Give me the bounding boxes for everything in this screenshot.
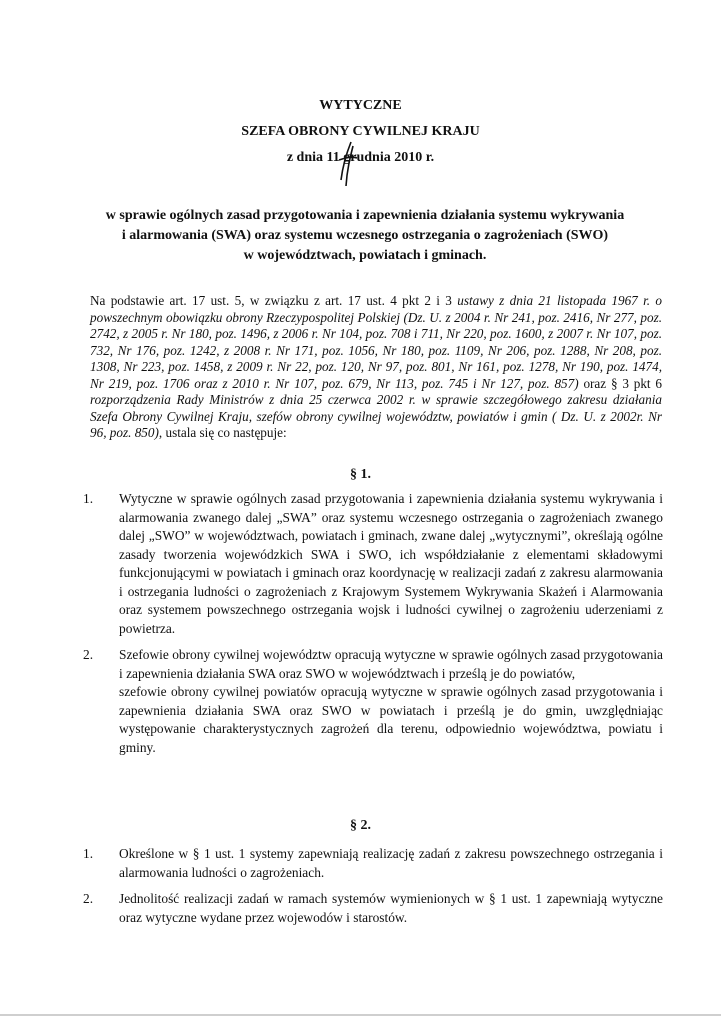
intro-regulation-reference: rozporządzenia Rady Ministrów z dnia 25 czerwca 2002 r. w sprawie szczegółowego zakresu działania Szefa Obrony Cywilnej Kraju, szefów obrony cywilnej województw, powiatów i gmin ( Dz. U. z 2002r. Nr 96, poz. 850): [90, 392, 662, 440]
list-item-number: 2.: [83, 647, 94, 662]
intro-lead: Na podstawie art. 17 ust. 5, w związku z art. 17 ust. 4 pkt 2 i 3: [90, 293, 458, 308]
document-subject: [70, 206, 660, 266]
list-item-text-part: Szefowie obrony cywilnej województw opracują wytyczne w sprawie ogólnych zasad przygotowania i zapewnienia działania SWA oraz SWO w województwach i prześlą je do powiatów,: [119, 647, 663, 681]
intro-law-reference: ustawy z dnia 21 listopada 1967 r. o powszechnym obowiązku obrony Rzeczypospolitej Polskiej (Dz. U. z 2004 r. Nr 241, poz. 2416, Nr 277, poz. 2742, z 2005 r. Nr 180, poz. 1496, z 2006 r. Nr 104, poz. 708 i 711, Nr 220, poz. 1600, z 2007 r. Nr 107, poz. 732, Nr 176, poz. 1242, z 2008 r. Nr 171, poz. 1056, Nr 180, poz. 1109, Nr 206, poz. 1288, Nr 208, poz. 1308, Nr 223, poz. 1458, z 2009 r. Nr 22, poz. 120, Nr 97, poz. 801, Nr 161, poz. 1278, Nr 190, poz. 1474, Nr 219, poz. 1706 oraz z 2010 r. Nr 107, poz. 679, Nr 113, poz. 745 i Nr 127, poz. 857): [90, 293, 662, 391]
document-title: WYTYCZNE: [319, 98, 402, 113]
section-1-list: [83, 490, 663, 765]
section-2-heading: § 2.: [350, 818, 371, 833]
section-2-list: [83, 845, 663, 935]
list-item: [83, 890, 663, 927]
list-item-text: Określone w § 1 ust. 1 systemy zapewniają realizację zadań z zakresu powszechnego ostrzegania i alarmowania ludności o zagrożeniach.: [119, 846, 663, 880]
legal-basis-paragraph: [90, 293, 662, 442]
list-item: [83, 490, 663, 638]
document-subtitle: SZEFA OBRONY CYWILNEJ KRAJU: [241, 124, 480, 139]
list-item-text: Wytyczne w sprawie ogólnych zasad przygotowania i zapewnienia działania systemu wykrywania i alarmowania zwanego dalej „SWA” oraz systemu wczesnego ostrzegania o zagrożeniach zwanego dalej „SWO” w województwach, powiatach i gminach, zwane dalej „wytycznymi”, określają ogólne zasady tworzenia wojewódzkich SWA i SWO, ich współdziałanie z elementami składowymi funkcjonującymi w powiatach i gminach oraz koordynację w realizacji zadań z zakresu alarmowania i ostrzegania ludności o zagrożeniach z Krajowym Systemem Wykrywania Skażeń i Alarmowania oraz systemem powszechnego ostrzegania wojsk i ludności cywilnej o zagrożeniu uderzeniami z powietrza.: [119, 491, 663, 636]
intro-tail: , ustala się co następuje:: [158, 425, 287, 440]
list-item-number: 2.: [83, 891, 94, 906]
list-item-text: Jednolitość realizacji zadań w ramach systemów wymienionych w § 1 ust. 1 zapewniają wytyczne oraz wytyczne wydane przez wojewodów i starostów.: [119, 891, 663, 925]
page-bottom-edge: [0, 1014, 721, 1016]
section-1-heading: § 1.: [350, 467, 371, 482]
intro-connector: oraz § 3 pkt 6: [578, 375, 662, 391]
list-item: [83, 646, 663, 757]
list-item-text-part: szefowie obrony cywilnej powiatów opracują wytyczne w sprawie ogólnych zasad przygotowania i zapewnienia działania SWA oraz SWO w powiatach i prześlą je do gmin, uwzględniając występowanie charakterystycznych zagrożeń dla terenu, odpowiednio województwa, powiatu i gminy.: [119, 684, 663, 755]
list-item-number: 1.: [83, 491, 94, 506]
document-date: z dnia 11 grudnia 2010 r.: [286, 150, 435, 165]
list-item-number: 1.: [83, 846, 94, 861]
subject-line: w sprawie ogólnych zasad przygotowania i zapewnienia działania systemu wykrywania: [105, 208, 625, 223]
list-item-text: [119, 646, 663, 757]
list-item: [83, 845, 663, 882]
subject-line: i alarmowania (SWA) oraz systemu wczesnego ostrzegania o zagrożeniach (SWO): [121, 228, 609, 243]
signature-mark: [333, 140, 363, 190]
subject-line: w województwach, powiatach i gminach.: [243, 248, 487, 263]
